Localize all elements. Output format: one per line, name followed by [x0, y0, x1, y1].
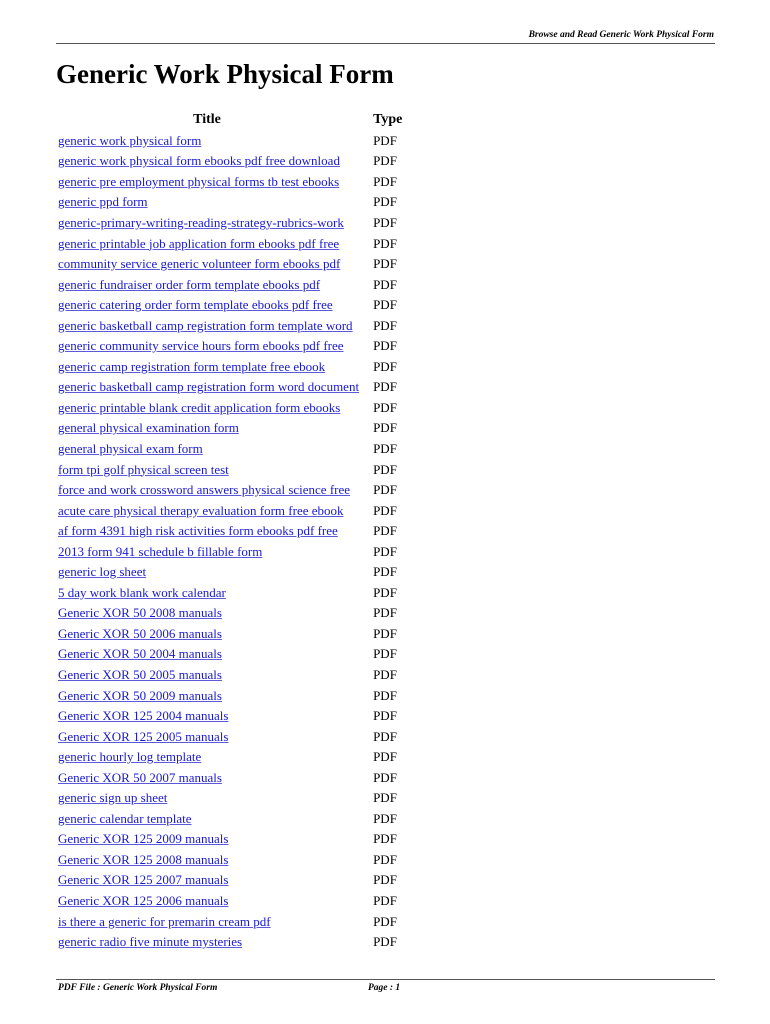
title-cell	[55, 151, 359, 172]
table-row	[55, 932, 402, 953]
type-cell: PDF	[373, 461, 397, 477]
document-link[interactable]: acute care physical therapy evaluation form free ebook	[58, 502, 344, 518]
document-link[interactable]: generic ppd form	[58, 194, 148, 210]
table-row	[55, 685, 402, 706]
document-link[interactable]: generic-primary-writing-reading-strategy-rubrics-work	[58, 214, 344, 230]
document-link[interactable]: generic community service hours form ebooks pdf free	[58, 338, 344, 354]
document-link[interactable]: generic fundraiser order form template ebooks pdf	[58, 276, 321, 292]
type-cell: PDF	[373, 297, 397, 313]
document-link[interactable]: Generic XOR 125 2006 manuals	[58, 893, 229, 908]
document-link[interactable]: Generic XOR 125 2004 manuals	[58, 708, 229, 724]
type-cell: PDF	[373, 749, 397, 765]
title-cell	[55, 767, 359, 788]
type-cell: PDF	[373, 276, 397, 292]
table-row	[55, 151, 402, 172]
document-link[interactable]: generic camp registration form template free ebook	[58, 358, 326, 374]
title-cell	[55, 521, 359, 542]
document-link[interactable]: general physical exam form	[58, 440, 203, 456]
title-cell	[55, 357, 359, 378]
title-cell	[55, 850, 359, 871]
table-row	[55, 357, 402, 378]
table-row	[55, 706, 402, 727]
document-link[interactable]: af form 4391 high risk activities form ebooks pdf free	[58, 523, 338, 539]
table-row	[55, 850, 402, 871]
title-cell	[55, 480, 359, 501]
type-cell: PDF	[373, 379, 397, 395]
table-row	[55, 562, 402, 583]
table-row	[55, 295, 402, 316]
title-cell	[55, 192, 359, 213]
document-link[interactable]: 5 day work blank work calendar	[58, 584, 226, 600]
document-link[interactable]: force and work crossword answers physical science free	[58, 482, 351, 498]
document-link[interactable]: generic log sheet	[58, 564, 147, 580]
table-header-row	[55, 110, 402, 131]
title-cell	[55, 295, 359, 316]
table-row	[55, 377, 402, 398]
table-row	[55, 644, 402, 665]
title-cell	[55, 603, 359, 624]
title-cell	[55, 541, 359, 562]
document-link[interactable]: form tpi golf physical screen test	[58, 461, 229, 477]
document-link[interactable]: Generic XOR 125 2007 manuals	[58, 872, 229, 888]
type-cell: PDF	[373, 625, 397, 641]
table-row	[55, 521, 402, 542]
table-row	[55, 541, 402, 562]
title-cell	[55, 274, 359, 295]
table-row	[55, 336, 402, 357]
document-link[interactable]: Generic XOR 50 2004 manuals	[58, 646, 222, 662]
type-cell: PDF	[373, 913, 397, 929]
title-cell	[55, 685, 359, 706]
title-cell	[55, 398, 359, 419]
document-link[interactable]: Generic XOR 50 2007 manuals	[58, 769, 222, 785]
table-row	[55, 665, 402, 686]
type-cell: PDF	[373, 317, 397, 333]
document-link[interactable]: generic pre employment physical forms tb test ebooks	[58, 173, 340, 189]
type-cell: PDF	[373, 687, 397, 703]
title-cell	[55, 624, 359, 645]
table-row	[55, 767, 402, 788]
table-row	[55, 131, 402, 152]
title-cell	[55, 131, 359, 152]
type-cell: PDF	[373, 338, 397, 354]
title-cell	[55, 377, 359, 398]
type-cell: PDF	[373, 851, 397, 867]
document-link[interactable]: generic work physical form ebooks pdf free download	[58, 153, 340, 169]
running-header: Browse and Read Generic Work Physical Form	[528, 30, 714, 40]
title-cell	[55, 315, 359, 336]
type-cell: PDF	[373, 584, 397, 600]
document-link[interactable]: generic hourly log template	[58, 749, 202, 765]
table-row	[55, 747, 402, 768]
table-row	[55, 213, 402, 234]
document-link[interactable]: general physical examination form	[58, 420, 239, 436]
document-link[interactable]: Generic XOR 125 2005 manuals	[58, 728, 229, 744]
title-cell	[55, 726, 359, 747]
type-cell: PDF	[373, 523, 397, 539]
footer-file-label: PDF File : Generic Work Physical Form	[58, 983, 218, 993]
type-cell: PDF	[373, 605, 397, 621]
title-cell	[55, 891, 359, 912]
type-cell: PDF	[373, 194, 397, 210]
document-table	[55, 110, 402, 952]
document-link[interactable]: 2013 form 941 schedule b fillable form	[58, 543, 263, 559]
type-cell: PDF	[373, 502, 397, 518]
type-cell: PDF	[373, 564, 397, 580]
document-link[interactable]: generic printable blank credit application form ebooks	[58, 399, 341, 415]
type-cell: PDF	[373, 358, 397, 374]
type-cell: PDF	[373, 728, 397, 744]
document-link[interactable]: Generic XOR 50 2008 manuals	[58, 605, 222, 621]
document-link[interactable]: Generic XOR 125 2008 manuals	[58, 851, 229, 867]
footer-page-label: Page : 1	[368, 983, 401, 993]
title-cell	[55, 562, 359, 583]
type-cell: PDF	[373, 790, 397, 806]
table-row	[55, 439, 402, 460]
type-cell: PDF	[373, 769, 397, 785]
document-link[interactable]: Generic XOR 125 2009 manuals	[58, 831, 229, 847]
type-cell: PDF	[373, 893, 397, 908]
title-cell	[55, 254, 359, 275]
document-link[interactable]: community service generic volunteer form ebooks pdf	[58, 256, 341, 272]
table-row	[55, 809, 402, 830]
title-cell	[55, 233, 359, 254]
title-cell	[55, 439, 359, 460]
title-cell	[55, 336, 359, 357]
type-cell: PDF	[373, 831, 397, 847]
document-link[interactable]: generic radio five minute mysteries	[58, 934, 243, 950]
column-header-title: Title	[193, 112, 221, 128]
title-cell	[55, 213, 359, 234]
title-cell	[55, 500, 359, 521]
document-link[interactable]: generic sign up sheet	[58, 790, 168, 806]
type-cell: PDF	[373, 132, 397, 148]
document-link[interactable]: Generic XOR 50 2009 manuals	[58, 687, 222, 703]
type-cell: PDF	[373, 440, 397, 456]
document-link[interactable]: generic basketball camp registration form template word	[58, 317, 353, 333]
title-cell	[55, 809, 359, 830]
page-title: Generic Work Physical Form	[56, 59, 394, 89]
type-cell: PDF	[373, 214, 397, 230]
document-link[interactable]: Generic XOR 50 2006 manuals	[58, 625, 222, 641]
type-cell: PDF	[373, 872, 397, 888]
table-row	[55, 500, 402, 521]
document-link[interactable]: generic work physical form	[58, 132, 202, 148]
type-cell: PDF	[373, 543, 397, 559]
table-row	[55, 726, 402, 747]
type-cell: PDF	[373, 934, 397, 950]
type-cell: PDF	[373, 153, 397, 169]
title-cell	[55, 829, 359, 850]
title-cell	[55, 911, 359, 932]
column-header-type: Type	[373, 112, 403, 128]
table-row	[55, 870, 402, 891]
title-cell	[55, 932, 359, 953]
type-cell: PDF	[373, 482, 397, 498]
title-cell	[55, 583, 359, 604]
document-link[interactable]: generic calendar template	[58, 810, 192, 826]
type-cell: PDF	[373, 173, 397, 189]
title-cell	[55, 706, 359, 727]
table-row	[55, 603, 402, 624]
type-cell: PDF	[373, 235, 397, 251]
type-cell: PDF	[373, 708, 397, 724]
table-row	[55, 624, 402, 645]
table-row	[55, 418, 402, 439]
table-row	[55, 480, 402, 501]
title-cell	[55, 459, 359, 480]
type-cell: PDF	[373, 646, 397, 662]
title-cell	[55, 665, 359, 686]
table-row	[55, 583, 402, 604]
type-cell: PDF	[373, 256, 397, 272]
title-cell	[55, 418, 359, 439]
header-rule	[56, 43, 715, 44]
table-row	[55, 274, 402, 295]
type-cell: PDF	[373, 420, 397, 436]
document-link[interactable]: generic catering order form template ebooks pdf free	[58, 297, 333, 313]
table-row	[55, 891, 402, 912]
table-row	[55, 911, 402, 932]
title-cell	[55, 788, 359, 809]
table-body	[55, 131, 402, 953]
document-link[interactable]: generic basketball camp registration form word document	[58, 379, 360, 395]
table-row	[55, 829, 402, 850]
type-cell: PDF	[373, 810, 397, 826]
table-row	[55, 788, 402, 809]
title-cell	[55, 644, 359, 665]
type-cell: PDF	[373, 399, 397, 415]
title-cell	[55, 870, 359, 891]
title-cell	[55, 747, 359, 768]
table-row	[55, 172, 402, 193]
table-row	[55, 398, 402, 419]
document-link[interactable]: generic printable job application form ebooks pdf free	[58, 235, 340, 251]
document-link[interactable]: is there a generic for premarin cream pdf	[58, 913, 271, 929]
title-cell	[55, 172, 359, 193]
table-row	[55, 233, 402, 254]
document-link[interactable]: Generic XOR 50 2005 manuals	[58, 666, 222, 682]
type-cell: PDF	[373, 666, 397, 682]
table-row	[55, 459, 402, 480]
table-row	[55, 192, 402, 213]
table-row	[55, 254, 402, 275]
footer-rule	[56, 979, 715, 980]
table-row	[55, 315, 402, 336]
